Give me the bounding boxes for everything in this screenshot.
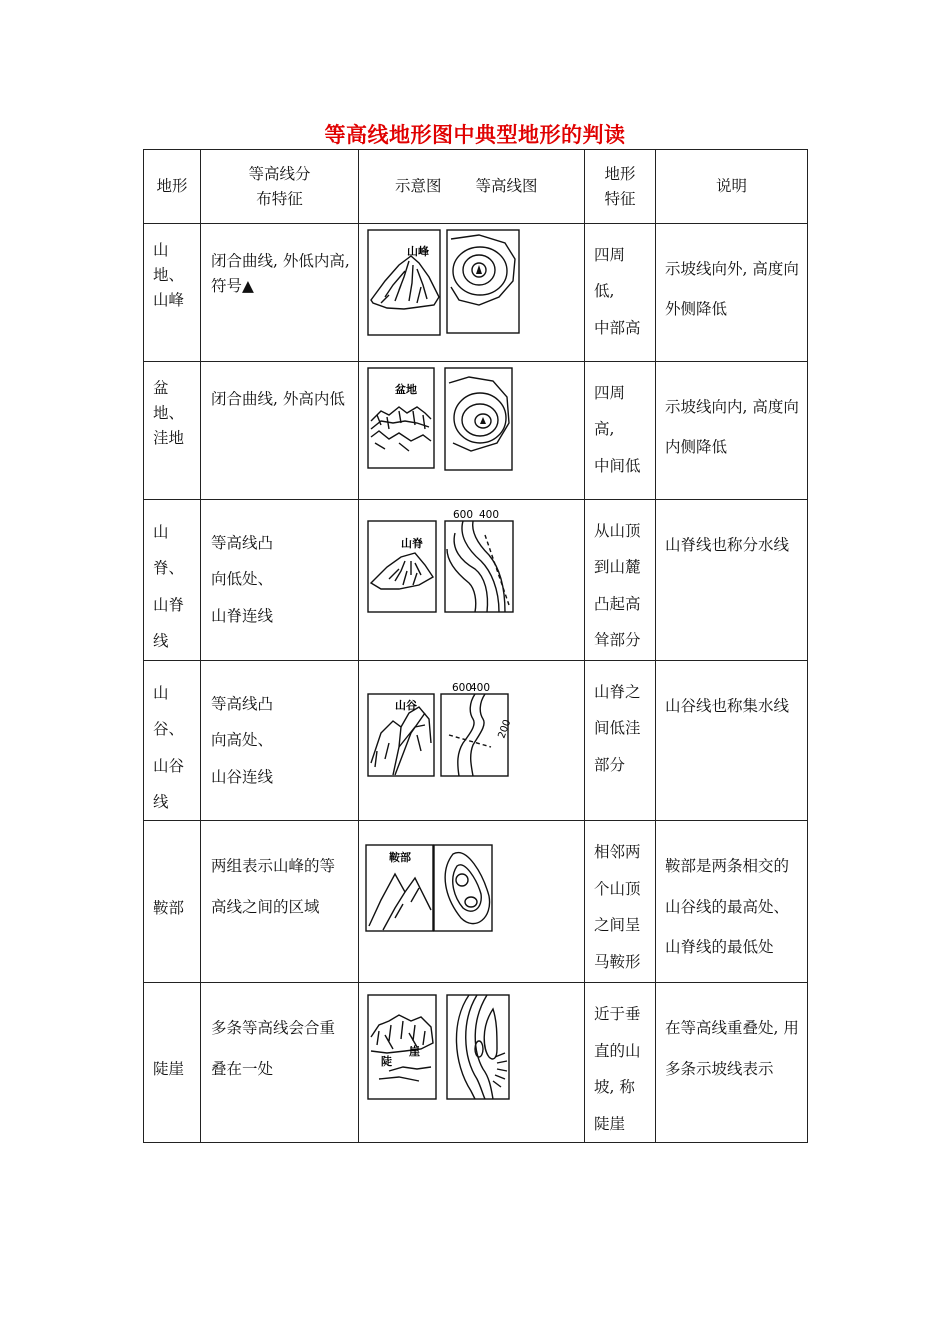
valley-figure: [359, 663, 585, 818]
distribution-text: 等高线凸 向高处、 山谷连线: [201, 660, 359, 821]
header-distribution: 等高线分 布特征: [201, 150, 359, 224]
header-sketch: 示意图: [395, 177, 442, 196]
ridge-figure: [359, 505, 585, 655]
distribution-text: 闭合曲线, 外高内低: [201, 362, 359, 500]
terrain-name: 山 地、 山峰: [144, 224, 201, 362]
terrain-name: 盆 地、 洼地: [144, 362, 201, 500]
terrain-name: 山 脊、 山脊 线: [144, 500, 201, 661]
page-title: 等高线地形图中典型地形的判读: [324, 122, 626, 147]
distribution-text: 两组表示山峰的等高线之间的区域: [201, 821, 359, 983]
feature-text: 相邻两 个山顶 之间呈 马鞍形: [585, 821, 656, 983]
sketch-label: 崖: [409, 1045, 420, 1059]
sketch-label: 陡: [381, 1055, 392, 1069]
basin-figure: [359, 363, 585, 499]
distribution-text: 闭合曲线, 外低内高, 符号▲: [201, 224, 359, 362]
contour-label: 400: [479, 508, 500, 521]
terrain-name: 山 谷、 山谷 线: [144, 660, 201, 821]
contour-label: 600: [452, 682, 473, 695]
cliff-figure: [359, 991, 585, 1134]
note-text: 山谷线也称集水线: [656, 660, 808, 821]
note-text: 示坡线向内, 高度向内侧降低: [656, 362, 808, 500]
header-terrain: 地形: [144, 150, 201, 224]
contour-label: 200: [496, 718, 514, 741]
sketch-label: 盆地: [395, 382, 417, 396]
table-row: [144, 983, 808, 1143]
table-row: [144, 660, 808, 821]
header-contour-map: 等高线图: [475, 177, 538, 196]
feature-text: 从山顶 到山麓 凸起高 耸部分: [585, 500, 656, 661]
feature-text: 山脊之 间低洼 部分: [585, 660, 656, 821]
distribution-text: 等高线凸 向低处、 山脊连线: [201, 500, 359, 661]
sketch-label: 山谷: [395, 699, 417, 713]
diagram-cell: [359, 500, 585, 661]
diagram-cell: [359, 224, 585, 362]
contour-label: 600: [453, 508, 474, 521]
note-text: 示坡线向外, 高度向外侧降低: [656, 224, 808, 362]
diagram-cell: [359, 983, 585, 1143]
sketch-label: 山脊: [401, 536, 423, 550]
diagram-cell: [359, 660, 585, 821]
note-text: 在等高线重叠处, 用多条示坡线表示: [656, 983, 808, 1143]
header-note: 说明: [656, 150, 808, 224]
sketch-label: 山峰: [407, 244, 429, 258]
feature-text: 四周 低, 中部高: [585, 224, 656, 362]
diagram-cell: [359, 821, 585, 983]
terrain-name: 陡崖: [144, 983, 201, 1143]
table-row: [144, 362, 808, 500]
terrain-table: [143, 149, 808, 1143]
distribution-text: 多条等高线会合重叠在一处: [201, 983, 359, 1143]
header-diagram: [359, 150, 585, 224]
terrain-name: 鞍部: [144, 821, 201, 983]
note-text: 山脊线也称分水线: [656, 500, 808, 661]
feature-text: 四周 高, 中间低: [585, 362, 656, 500]
table-row: [144, 500, 808, 661]
header-feature: 地形 特征: [585, 150, 656, 224]
diagram-cell: [359, 362, 585, 500]
saddle-figure: [359, 822, 585, 982]
note-text: 鞍部是两条相交的山谷线的最高处、山脊线的最低处: [656, 821, 808, 983]
contour-label: 400: [470, 682, 491, 695]
table-row: [144, 224, 808, 362]
table-row: [144, 821, 808, 983]
sketch-label: 鞍部: [389, 850, 411, 864]
peak-figure: [359, 225, 585, 361]
header-row: [144, 150, 808, 224]
feature-text: 近于垂 直的山 坡, 称 陡崖: [585, 983, 656, 1143]
